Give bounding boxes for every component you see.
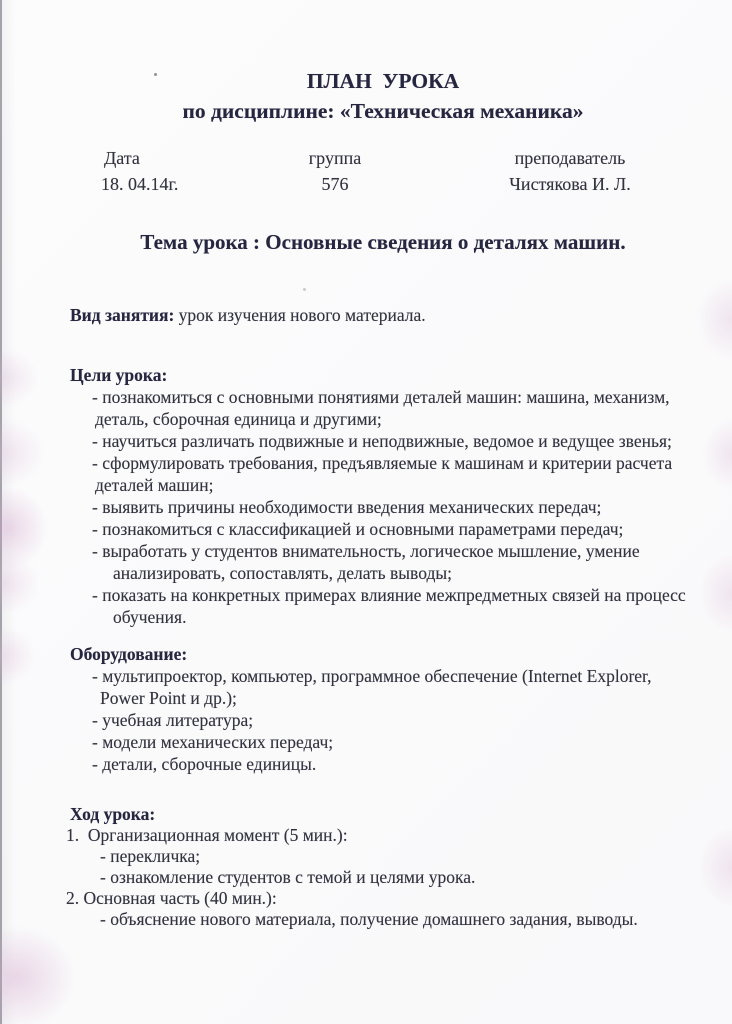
scan-smudge — [0, 925, 76, 1024]
goal-item: - познакомиться с классификацией и основными параметрами передач; — [92, 519, 624, 539]
equipment-section — [70, 643, 712, 775]
procedure-step: 1. Организационная момент (5 мин.): — [66, 825, 348, 845]
equipment-item: - модели механических передач; — [92, 732, 334, 752]
lesson-type-line — [70, 304, 712, 326]
lesson-type-section — [70, 304, 712, 326]
goal-item: - показать на конкретных примерах влияние межпредметных связей на процесс — [92, 585, 686, 605]
procedure-substep: - перекличка; — [100, 846, 201, 866]
procedure-substep: - объяснение нового материала, получение домашнего задания, выводы. — [100, 909, 638, 929]
group-label: группа — [308, 148, 362, 168]
date-label: Дата — [104, 148, 140, 168]
topic-text: Тема урока : Основные сведения о деталях машин. — [140, 230, 626, 254]
procedure-heading: Ход урока: — [70, 804, 156, 824]
goals-heading: Цели урока: — [70, 365, 168, 385]
title-line-2: по дисциплине: «Техническая механика» — [182, 99, 584, 123]
procedure-step: 2. Основная часть (40 мин.): — [66, 888, 277, 908]
equipment-heading: Оборудование: — [70, 644, 188, 664]
goal-item-wrap: обучения. — [113, 607, 187, 627]
goal-item: - выявить причины необходимости введения механических передач; — [92, 497, 602, 517]
lesson-topic-heading — [34, 229, 732, 255]
goal-item: - научиться различать подвижные и неподвижные, ведомое и ведущее звенья; — [92, 431, 672, 451]
title-line-1: ПЛАН УРОКА — [306, 69, 460, 93]
group-value: 576 — [321, 174, 349, 194]
goal-item-wrap: деталей машин; — [95, 475, 214, 495]
equipment-item-wrap: Power Point и др.); — [100, 688, 237, 708]
teacher-value: Чистякова И. Л. — [509, 174, 631, 194]
scan-smudge — [0, 626, 36, 686]
goal-item: - познакомиться с основными понятиями деталей машин: машина, механизм, — [92, 387, 670, 407]
goal-item: - выработать у студентов внимательность, логическое мышление, умение — [92, 541, 640, 561]
procedure-section — [66, 804, 712, 930]
scan-smudge — [0, 348, 40, 408]
meta-group-column — [245, 145, 425, 197]
scan-smudge — [0, 552, 40, 614]
scan-smudge — [0, 418, 46, 488]
teacher-label: преподаватель — [514, 148, 626, 168]
equipment-item: - детали, сборочные единицы. — [92, 754, 317, 774]
equipment-item: - мультипроектор, компьютер, программное обеспечение (Internet Explorer, — [92, 666, 652, 686]
meta-teacher-column — [460, 145, 680, 197]
lesson-type-label: Вид занятия: — [70, 305, 175, 325]
goal-item-wrap: анализировать, сопоставлять, делать выводы; — [113, 563, 452, 583]
scan-speck — [303, 288, 306, 291]
document-title — [34, 66, 732, 126]
equipment-item: - учебная литература; — [92, 710, 254, 730]
goals-section — [70, 364, 712, 628]
procedure-substep: - ознакомление студентов с темой и целями урока. — [100, 867, 476, 887]
goal-item: - сформулировать требования, предъявляемые к машинам и критерии расчета — [92, 453, 673, 473]
goal-item-wrap: деталь, сборочная единица и другими; — [95, 409, 382, 429]
lesson-type-value: урок изучения нового материала. — [174, 305, 426, 325]
date-value: 18. 04.14г. — [101, 174, 179, 194]
